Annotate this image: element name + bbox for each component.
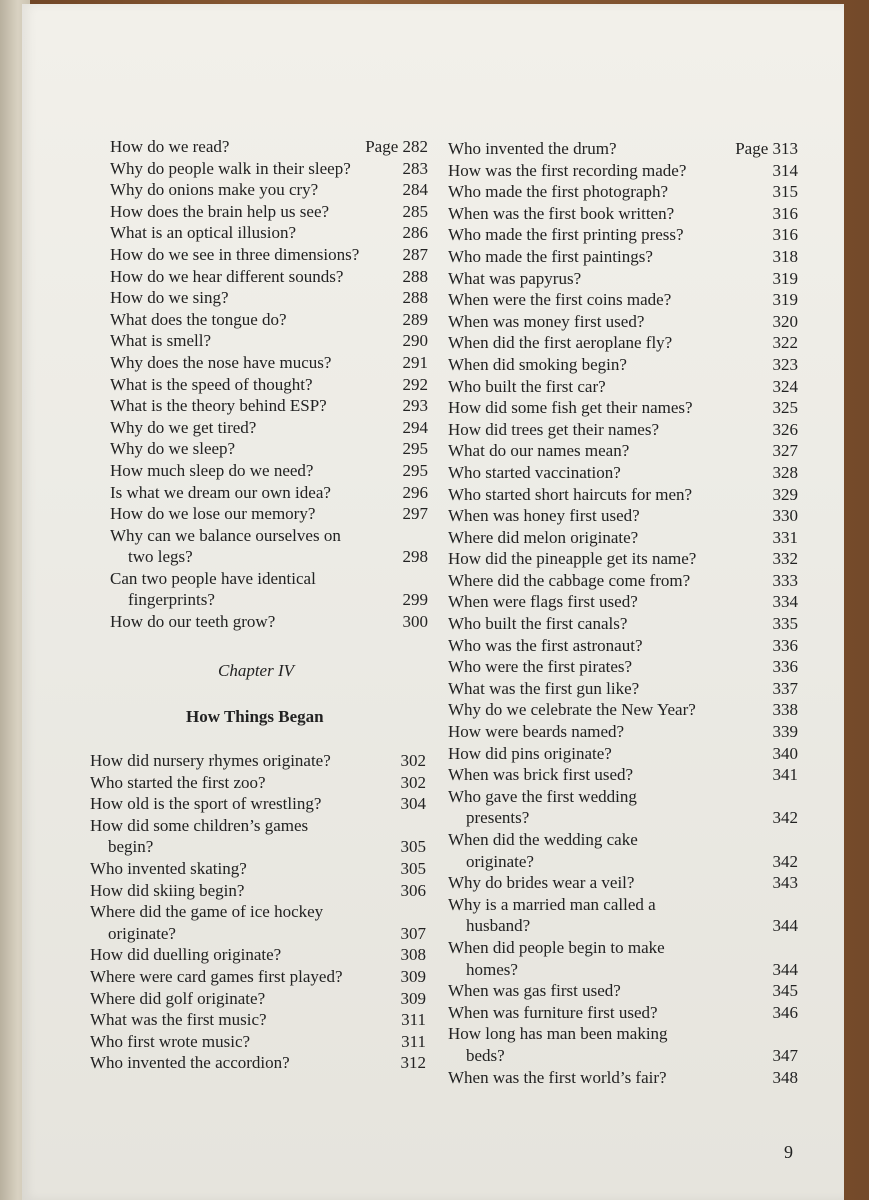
- entry-question: What was the first gun like?: [448, 678, 640, 698]
- entry-page-number: 290: [402, 331, 428, 351]
- entry-question: Where did the cabbage come from?: [448, 570, 691, 590]
- entry-page-number: 306: [400, 880, 426, 900]
- entry-page-number: 288: [402, 288, 428, 308]
- entry-question: How does the brain help us see?: [110, 201, 330, 221]
- entry-question: What is an optical illusion?: [110, 223, 297, 243]
- page-number: 9: [784, 1142, 793, 1162]
- entry-page-number: 316: [772, 203, 798, 223]
- entry-page-number: 316: [772, 225, 798, 245]
- entry-question: When was money first used?: [448, 311, 645, 331]
- entry-question: Why do onions make you cry?: [110, 180, 319, 200]
- entry-question: How old is the sport of wrestling?: [90, 794, 322, 814]
- entry-page-number: 315: [772, 182, 798, 202]
- entry-page-number: 346: [772, 1002, 798, 1022]
- entry-page-number: 284: [402, 180, 428, 200]
- entry-page-number: 336: [772, 635, 798, 655]
- entry-question: How much sleep do we need?: [110, 460, 314, 480]
- entry-question-continued: originate?: [466, 851, 534, 871]
- entry-page-number: 309: [400, 966, 426, 986]
- entry-page-number: 339: [772, 722, 798, 742]
- entry-page-number: Page 282: [365, 137, 428, 156]
- entry-page-number: 345: [772, 981, 798, 1001]
- entry-question: Where did melon originate?: [448, 527, 639, 547]
- entry-question: How do we hear different sounds?: [110, 266, 344, 286]
- entry-page-number: 294: [402, 417, 428, 437]
- entry-question: Who invented skating?: [90, 858, 247, 878]
- entry-page-number: 287: [402, 244, 428, 264]
- entry-page-number: 331: [772, 527, 798, 547]
- entry-question-continued: beds?: [466, 1045, 505, 1065]
- entry-page-number: 328: [772, 462, 798, 482]
- entry-question: Where did golf originate?: [90, 988, 266, 1008]
- entry-page-number: 297: [402, 504, 428, 524]
- entry-question: How do we see in three dimensions?: [110, 244, 360, 264]
- entry-page-number: 296: [402, 482, 428, 502]
- entry-question: When was the first world’s fair?: [448, 1067, 667, 1087]
- entry-page-number: 343: [772, 873, 798, 893]
- entry-question-continued: presents?: [466, 808, 530, 828]
- entry-question: Where were card games first played?: [90, 966, 343, 986]
- entry-question: Who started vaccination?: [448, 462, 621, 482]
- entry-question: Why do people walk in their sleep?: [110, 158, 351, 178]
- entry-question: Who first wrote music?: [90, 1031, 251, 1051]
- entry-page-number: 286: [402, 223, 428, 243]
- entry-question: When were flags first used?: [448, 592, 638, 612]
- entry-page-number: 325: [772, 398, 798, 418]
- entry-question: Why do we get tired?: [110, 417, 257, 437]
- entry-question: What is the speed of thought?: [110, 374, 313, 394]
- entry-page-number: 336: [772, 657, 798, 677]
- entry-question: How long has man been making: [448, 1024, 668, 1044]
- entry-page-number: 295: [402, 460, 428, 480]
- section-title: How Things Began: [186, 707, 324, 726]
- entry-question: Who were the first pirates?: [448, 657, 633, 677]
- entry-question: How do we sing?: [110, 288, 229, 308]
- entry-page-number: 314: [772, 160, 798, 180]
- entry-question-continued: fingerprints?: [128, 590, 215, 610]
- entry-question: When did smoking begin?: [448, 354, 627, 374]
- entry-page-number: 295: [402, 439, 428, 459]
- entry-page-number: 322: [772, 333, 798, 353]
- entry-page-number: 326: [772, 419, 798, 439]
- entry-question: What do our names mean?: [448, 441, 630, 461]
- entry-question: Who built the first canals?: [448, 614, 628, 634]
- entry-question: Who invented the accordion?: [90, 1053, 290, 1073]
- entry-question: How was the first recording made?: [448, 160, 687, 180]
- entry-question: How do our teeth grow?: [110, 612, 276, 632]
- entry-page-number: 324: [772, 376, 798, 396]
- book-page: [22, 4, 844, 1200]
- entry-question: What is smell?: [110, 331, 212, 351]
- entry-question: When was the first book written?: [448, 203, 675, 223]
- entry-page-number: 329: [772, 484, 798, 504]
- entry-page-number: 293: [402, 396, 428, 416]
- entry-page-number: 288: [402, 266, 428, 286]
- entry-page-number: 337: [772, 678, 798, 698]
- entry-question-continued: begin?: [108, 837, 154, 857]
- entry-question-continued: homes?: [466, 959, 518, 979]
- entry-question: When was furniture first used?: [448, 1002, 658, 1022]
- entry-page-number: 318: [772, 246, 798, 266]
- entry-question: Is what we dream our own idea?: [110, 482, 331, 502]
- entry-question: What was the first music?: [90, 1010, 267, 1030]
- entry-page-number: 289: [402, 309, 428, 329]
- entry-page-number: 299: [402, 590, 428, 610]
- entry-question: Who was the first astronaut?: [448, 635, 643, 655]
- entry-page-number: 341: [772, 765, 798, 785]
- entry-page-number: 283: [402, 158, 428, 178]
- entry-question: Why is a married man called a: [448, 894, 656, 914]
- entry-question: What does the tongue do?: [110, 309, 287, 329]
- entry-question: When did people begin to make: [448, 937, 665, 957]
- entry-question: When did the first aeroplane fly?: [448, 333, 673, 353]
- entry-page-number: 312: [400, 1053, 426, 1073]
- entry-question: Can two people have identical: [110, 568, 316, 588]
- entry-page-number: 320: [772, 311, 798, 331]
- entry-question: Why does the nose have mucus?: [110, 352, 332, 372]
- entry-question: Where did the game of ice hockey: [90, 902, 324, 922]
- entry-page-number: 332: [772, 549, 798, 569]
- entry-page-number: 342: [772, 808, 798, 828]
- entry-question: What was papyrus?: [448, 268, 582, 288]
- entry-page-number: 304: [400, 794, 426, 814]
- entry-page-number: 327: [772, 441, 798, 461]
- entry-page-number: 305: [400, 858, 426, 878]
- entry-page-number: 344: [772, 959, 798, 979]
- entry-question: How did trees get their names?: [448, 419, 660, 439]
- chapter-label: Chapter IV: [218, 661, 295, 680]
- entry-page-number: 302: [400, 751, 426, 770]
- entry-question: When was brick first used?: [448, 765, 634, 785]
- entry-question: How did some fish get their names?: [448, 398, 693, 418]
- entry-page-number: 338: [772, 700, 798, 720]
- entry-page-number: 340: [772, 743, 798, 763]
- entry-question: Who gave the first wedding: [448, 786, 637, 806]
- entry-page-number: 311: [401, 1010, 426, 1030]
- entry-page-number: 333: [772, 570, 798, 590]
- entry-question: How did the pineapple get its name?: [448, 549, 697, 569]
- entry-question-continued: husband?: [466, 916, 531, 936]
- entry-page-number: Page 313: [735, 139, 798, 158]
- entry-page-number: 344: [772, 916, 798, 936]
- entry-question: Who made the first paintings?: [448, 246, 653, 266]
- entry-page-number: 311: [401, 1031, 426, 1051]
- entry-question-continued: two legs?: [128, 547, 193, 567]
- entry-page-number: 285: [402, 201, 428, 221]
- entry-page-number: 319: [772, 290, 798, 310]
- entry-question: When were the first coins made?: [448, 290, 672, 310]
- entry-question: Why do we sleep?: [110, 439, 236, 459]
- entry-page-number: 300: [402, 612, 428, 632]
- entry-page-number: 335: [772, 614, 798, 634]
- entry-page-number: 291: [402, 352, 428, 372]
- entry-question: Why can we balance ourselves on: [110, 525, 341, 545]
- entry-page-number: 330: [772, 506, 798, 526]
- entry-question: How did nursery rhymes originate?: [90, 751, 331, 770]
- entry-question: Why do brides wear a veil?: [448, 873, 635, 893]
- entry-question: How were beards named?: [448, 722, 625, 742]
- entry-question: How do we lose our memory?: [110, 504, 316, 524]
- entry-page-number: 319: [772, 268, 798, 288]
- entry-page-number: 323: [772, 354, 798, 374]
- entry-question: Why do we celebrate the New Year?: [448, 700, 696, 720]
- entry-question-continued: originate?: [108, 923, 176, 943]
- entry-question: How did pins originate?: [448, 743, 612, 763]
- entry-page-number: 342: [772, 851, 798, 871]
- entry-question: How did duelling originate?: [90, 945, 282, 965]
- entry-question: Who made the first printing press?: [448, 225, 684, 245]
- entry-page-number: 307: [400, 923, 426, 943]
- entry-page-number: 347: [772, 1045, 798, 1065]
- entry-question: Who started short haircuts for men?: [448, 484, 693, 504]
- entry-page-number: 334: [772, 592, 798, 612]
- entry-question: When was gas first used?: [448, 981, 621, 1001]
- entry-question: When did the wedding cake: [448, 830, 638, 849]
- entry-question: Who built the first car?: [448, 376, 606, 396]
- entry-question: When was honey first used?: [448, 506, 640, 526]
- entry-question: How did some children’s games: [90, 815, 309, 835]
- entry-question: What is the theory behind ESP?: [110, 396, 327, 416]
- entry-question: Who started the first zoo?: [90, 772, 266, 792]
- entry-page-number: 309: [400, 988, 426, 1008]
- entry-page-number: 305: [400, 837, 426, 857]
- entry-page-number: 298: [402, 547, 428, 567]
- entry-page-number: 292: [402, 374, 428, 394]
- entry-page-number: 302: [400, 772, 426, 792]
- entry-question: Who made the first photograph?: [448, 182, 668, 202]
- entry-question: How do we read?: [110, 137, 230, 156]
- entry-question: Who invented the drum?: [448, 139, 617, 158]
- entry-page-number: 308: [400, 945, 426, 965]
- entry-question: How did skiing begin?: [90, 880, 245, 900]
- entry-page-number: 348: [772, 1067, 798, 1087]
